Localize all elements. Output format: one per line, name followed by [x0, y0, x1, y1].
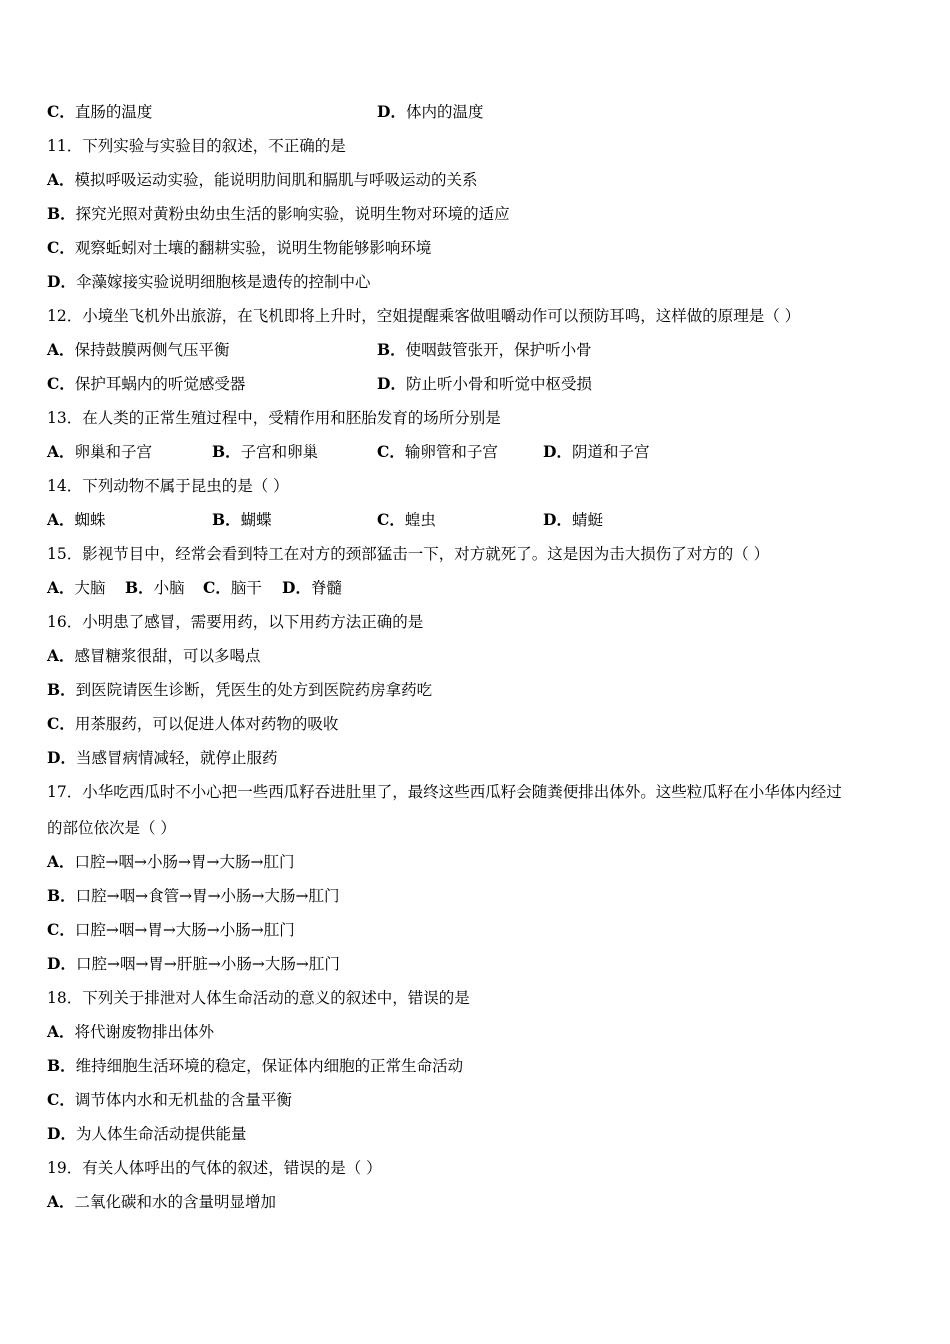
- q14-option-c: C．蝗虫: [377, 510, 436, 529]
- q19-stem: 19．有关人体呼出的气体的叙述，错误的是（ ）: [47, 1159, 382, 1177]
- q12-option-c: C．保护耳蜗内的听觉感受器: [47, 374, 246, 393]
- q13-option-a: A．卵巢和子宫: [47, 442, 153, 461]
- q13-option-d: D．阴道和子宫: [543, 442, 650, 461]
- q11-option-a: A．模拟呼吸运动实验，能说明肋间肌和膈肌与呼吸运动的关系: [47, 170, 478, 189]
- q16-option-b: B．到医院请医生诊断，凭医生的处方到医院药房拿药吃: [47, 680, 433, 699]
- q12-stem: 12．小境坐飞机外出旅游，在飞机即将上升时，空姐提醒乘客做咀嚼动作可以预防耳鸣，这样做的原理是（ ）: [47, 307, 801, 325]
- q17-option-c: C．口腔→咽→胃→大肠→小肠→肛门: [47, 920, 295, 939]
- q11-option-c: C．观察蚯蚓对土壤的翻耕实验，说明生物能够影响环境: [47, 238, 432, 257]
- q12-option-d: D．防止听小骨和听觉中枢受损: [377, 374, 592, 393]
- q18-option-c: C．调节体内水和无机盐的含量平衡: [47, 1090, 292, 1109]
- q11-stem: 11．下列实验与实验目的叙述，不正确的是: [47, 137, 346, 155]
- q15-stem: 15．影视节目中，经常会看到特工在对方的颈部猛击一下，对方就死了。这是因为击大损伤了对方的（ ）: [47, 545, 770, 563]
- q16-option-a: A．感冒糖浆很甜，可以多喝点: [47, 646, 261, 665]
- q17-stem-line-2: 的部位依次是（ ）: [47, 819, 176, 837]
- q19-option-a: A．二氧化碳和水的含量明显增加: [47, 1192, 277, 1211]
- q16-option-c: C．用茶服药，可以促进人体对药物的吸收: [47, 714, 339, 733]
- q17-option-b: B．口腔→咽→食管→胃→小肠→大肠→肛门: [47, 886, 340, 905]
- q18-option-a: A．将代谢废物排出体外: [47, 1022, 215, 1041]
- q10-option-d: D．体内的温度: [377, 102, 484, 121]
- q13-option-c: C．输卵管和子宫: [377, 442, 498, 461]
- q12-option-a: A．保持鼓膜两侧气压平衡: [47, 340, 230, 359]
- q10-option-c: C．直肠的温度: [47, 102, 153, 121]
- q17-stem-line-1: 17．小华吃西瓜时不小心把一些西瓜籽吞进肚里了，最终这些西瓜籽会随粪便排出体外。这些粒瓜籽在小华体内经过: [47, 783, 842, 801]
- q15-option-d: D．脊髓: [282, 578, 342, 597]
- q13-stem: 13．在人类的正常生殖过程中，受精作用和胚胎发育的场所分别是: [47, 409, 501, 427]
- q16-option-d: D．当感冒病情减轻，就停止服药: [47, 748, 278, 767]
- q17-option-d: D．口腔→咽→胃→肝脏→小肠→大肠→肛门: [47, 954, 340, 973]
- q17-option-a: A．口腔→咽→小肠→胃→大肠→肛门: [47, 852, 295, 871]
- q18-option-b: B．维持细胞生活环境的稳定，保证体内细胞的正常生命活动: [47, 1056, 464, 1075]
- q14-option-b: B．蝴蝶: [212, 510, 272, 529]
- q12-option-b: B．使咽鼓管张开，保护听小骨: [377, 340, 592, 359]
- q18-stem: 18．下列关于排泄对人体生命活动的意义的叙述中，错误的是: [47, 989, 470, 1007]
- q16-stem: 16．小明患了感冒，需要用药，以下用药方法正确的是: [47, 613, 424, 631]
- q15-option-a: A．大脑: [47, 578, 106, 597]
- q11-option-d: D．伞藻嫁接实验说明细胞核是遗传的控制中心: [47, 272, 371, 291]
- q11-option-b: B．探究光照对黄粉虫幼虫生活的影响实验，说明生物对环境的适应: [47, 204, 510, 223]
- q14-option-a: A．蜘蛛: [47, 510, 106, 529]
- q14-stem: 14．下列动物不属于昆虫的是（ ）: [47, 477, 289, 495]
- q14-option-d: D．蜻蜓: [543, 510, 603, 529]
- q13-option-b: B．子宫和卵巢: [212, 442, 319, 461]
- q15-option-c: C．脑干: [203, 578, 262, 597]
- q15-option-b: B．小脑: [125, 578, 185, 597]
- q18-option-d: D．为人体生命活动提供能量: [47, 1124, 247, 1143]
